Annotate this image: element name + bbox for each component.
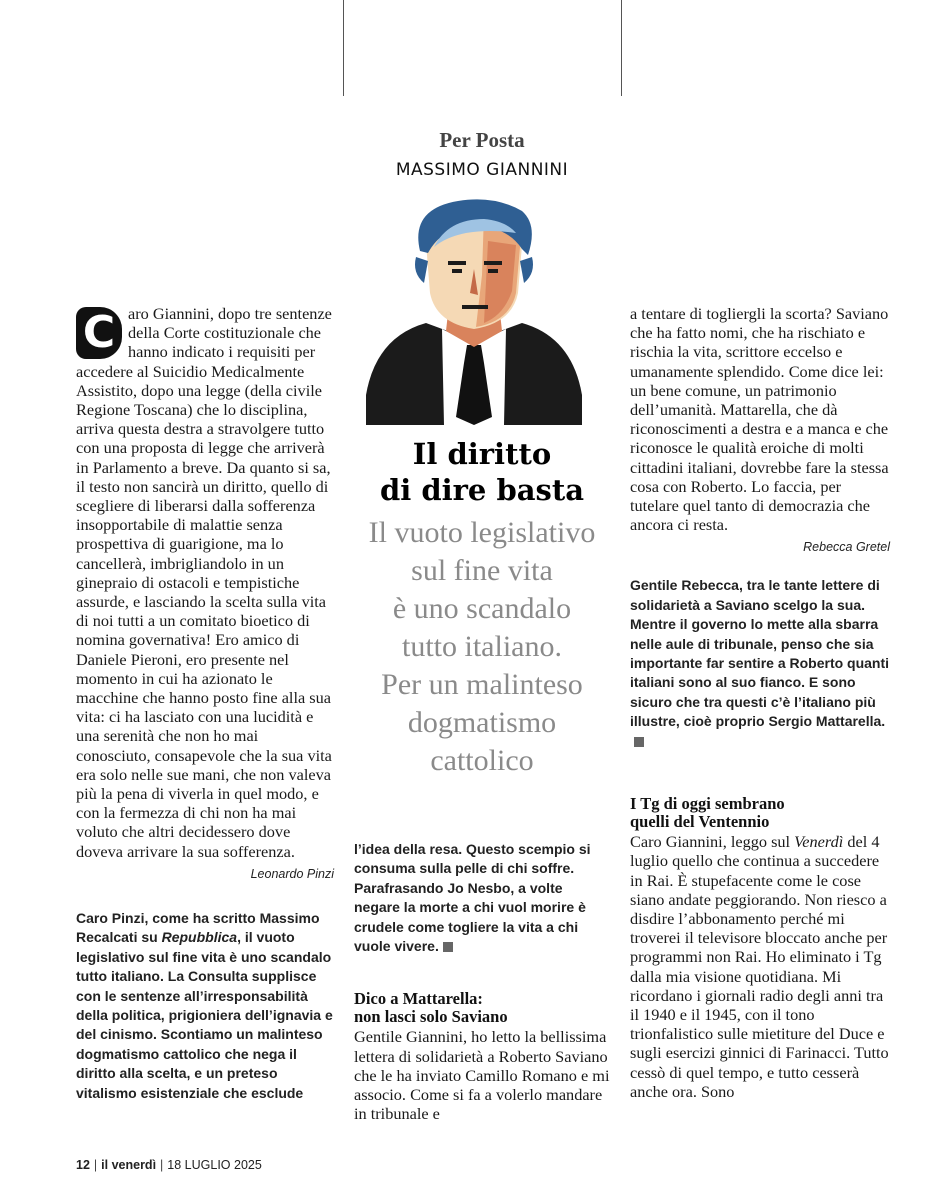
letter-gretel-title	[354, 990, 612, 1026]
letter-tg	[630, 832, 890, 1101]
headline	[343, 436, 621, 508]
letter-pinzi	[76, 304, 334, 861]
column-rule-left	[343, 0, 344, 96]
letter-tg-title-line: quelli del Ventennio	[630, 812, 770, 832]
portrait-illustration	[366, 195, 582, 425]
reply-pinzi-continuation	[354, 840, 612, 956]
headline-line-2: di dire basta	[379, 473, 585, 507]
letter-tg-title	[630, 795, 890, 831]
letter-pinzi-text: aro Giannini, dopo tre sentenze della Corte costituzionale che hanno indicato i requisiti per accedere al Suicidio Medicalmente Assistito, dopo una legge (della civile Regione Toscana) che lo disciplina, arriva questa destra a stravolgere tutto con una proposta di legge che arriverà in Parlamento a breve. Da quanto si sa, il testo non sancirà un diritto, quello di scegliere di liberarsi dalla sofferenza insopportabile di malattie senza prospettiva di guarigione, ma lo cancellerà, imbrigliandolo in un ginepraio di ostacoli e tempistiche assurde, e lasciando la scelta sulla vita di noi tutti a un comitato bioetico di nomina governativa! Ero amico di Daniele Pieroni, ero presente nel momento in cui ha azionato le macchine che hanno posto fine alla sua vita: ci ha lasciato con una lucidità e una serenità che non ho mai conosciuto, consapevole che la sua vita era solo nelle sue mani, che non valeva più la pena di viverla in quel modo, e con la fermezza di chi non ha mai voluto che altri decidessero dove doveva arrivare la sua sofferenza.	[76, 304, 332, 861]
middle-column	[354, 840, 612, 1123]
letter-gretel: Gentile Giannini, ho letto la bellissima lettera di solidarietà a Roberto Saviano che le ha inviato Camillo Romano e mi associo. Come si fa a volerlo mandare in tribunale e	[354, 1027, 610, 1124]
standfirst-line: sul fine vita	[411, 554, 553, 587]
drop-cap: C	[76, 307, 122, 359]
letter-tg-title-line: I Tg di oggi sembrano	[630, 794, 785, 814]
left-column	[76, 304, 334, 1103]
rubric-title: Per Posta	[439, 128, 525, 152]
standfirst-line: Il vuoto legislativo	[368, 516, 596, 549]
standfirst-line: è uno scandalo	[392, 592, 572, 625]
standfirst-line: cattolico	[430, 744, 534, 777]
reply-gretel	[630, 576, 890, 751]
magazine-name: il venerdì	[101, 1158, 157, 1172]
column-rule-right	[621, 0, 622, 96]
footer-separator: |	[93, 1158, 98, 1172]
standfirst-line: dogmatismo	[407, 706, 557, 739]
end-mark	[443, 942, 453, 952]
reply-pinzi-text-1: Caro Pinzi, come ha scritto Massimo Recalcati su	[76, 909, 320, 946]
end-mark	[634, 737, 644, 747]
page-footer	[76, 1158, 262, 1172]
letter-tg-source: Venerdì	[794, 832, 844, 852]
headline-line-1: Il diritto	[412, 437, 552, 471]
letter-gretel-continuation: a tentare di togliergli la scorta? Saviano che ha fatto nomi, che ha rischiato e rischia la vita, scrittore eccelso e umanamente splendido. Come dice lei: un bene comune, un patrimonio dell’umanità. Mattarella, che dà riconoscimenti a destra e a manca e che riconosce le qualità eroiche di molti cittadini italiani, dovrebbe fare la stessa cosa con Roberto. Lo faccia, per tutelare quel tanto di democrazia che ancora ci resta.	[630, 304, 889, 535]
issue-date: 18 LUGLIO 2025	[167, 1158, 262, 1172]
right-column	[630, 304, 890, 1101]
reply-gretel-text: Gentile Rebecca, tra le tante lettere di solidarietà a Saviano scelgo la sua. Mentre il governo lo mette alla sbarra nelle aule di tribunale, penso che sia importante far sentire a Roberto quanti italiani sono al suo fianco. E sono sicuro che tra questi c’è l’italiano più illustre, cioè proprio Sergio Mattarella.	[630, 577, 890, 730]
letter-gretel-title-line: non lasci solo Saviano	[354, 1007, 508, 1027]
letter-gretel-title-line: Dico a Mattarella:	[354, 989, 483, 1009]
signature-gretel: Rebecca Gretel	[803, 540, 890, 555]
rubric-author: MASSIMO GIANNINI	[395, 160, 569, 180]
letter-tg-text-1: Caro Giannini, leggo sul	[630, 832, 795, 852]
standfirst	[343, 514, 621, 780]
reply-pinzi-source: Repubblica	[161, 929, 238, 946]
footer-separator: |	[160, 1158, 164, 1172]
page-number: 12	[76, 1158, 90, 1172]
standfirst-line: Per un malinteso	[381, 668, 583, 701]
reply-pinzi-text-2: , il vuoto legislativo sul fine vita è uno scandalo tutto italiano. La Consulta supplisce con le sentenze all’irresponsabilità della politica, prigioniera dell’ignavia e del cinismo. Scontiamo un malinteso dogmatismo cattolico che nega il diritto alla scelta, e un preteso vitalismo esistenziale che esclude	[76, 929, 333, 1101]
letter-tg-text-2: del 4 luglio quello che continua a succedere in Rai. È stupefacente come le cose siano andate peggiorando. Non riesco a disdire l’abbonamento perché mi troverei il televisore bloccato anche per programmi non Rai. Ho eliminato i Tg dalla mia visione quotidiana. Mi ricordano i giornali radio degli anni tra il 1940 e il 1945, con il tono trionfalistico sulle mietiture del Duce e sugli esercizi ginnici di Farinacci. Tutto cessò di quel tempo, e tutto cesserà anche ora. Sono	[630, 832, 889, 1101]
standfirst-line: tutto italiano.	[402, 630, 562, 663]
reply-pinzi	[76, 909, 334, 1103]
signature-pinzi: Leonardo Pinzi	[250, 866, 334, 881]
reply-pinzi-continuation-text: l’idea della resa. Questo scempio si consuma sulla pelle di chi soffre. Parafrasando Jo Nesbo, a volte negare la morte a chi vuol morire è crudele come togliere la vita a chi vuole vivere.	[354, 841, 591, 955]
